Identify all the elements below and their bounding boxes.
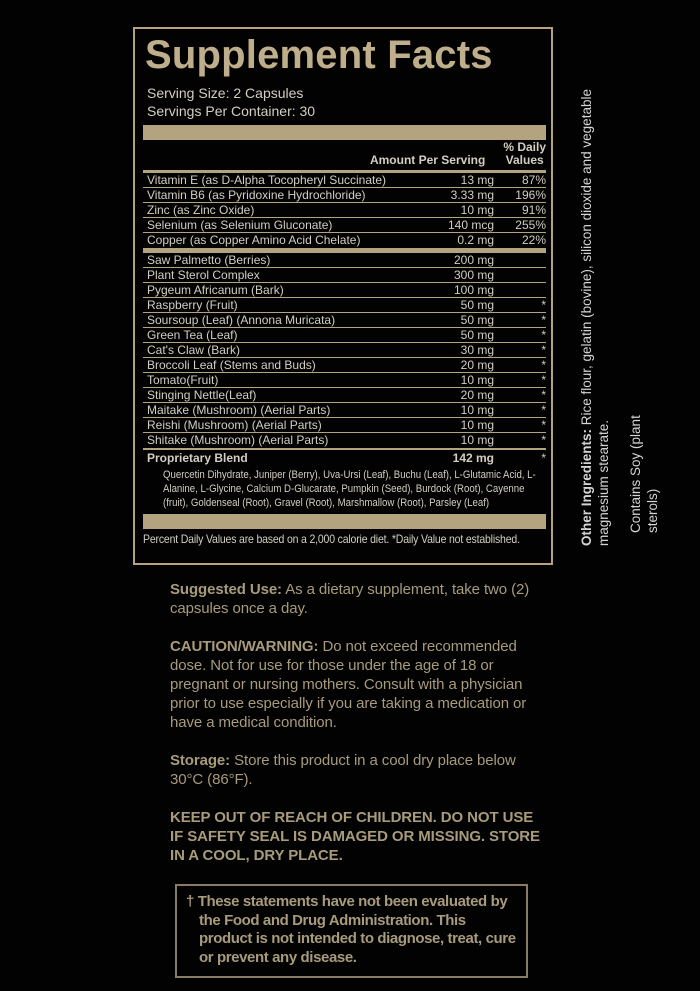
- suggested-use-label: Suggested Use:: [170, 581, 282, 598]
- ingredient-name: Broccoli Leaf (Stems and Buds): [147, 358, 316, 372]
- keep-out-of-reach-warning: KEEP OUT OF REACH OF CHILDREN. DO NOT USE IF SAFETY SEAL IS DAMAGED OR MISSING. STORE IN A COOL, DRY PLACE.: [170, 809, 540, 864]
- table-row: [143, 313, 546, 328]
- table-row: [143, 218, 546, 233]
- ingredient-amount: 142 mg: [452, 451, 494, 465]
- ingredient-dv: 196%: [515, 188, 546, 202]
- ingredient-name: Green Tea (Leaf): [147, 328, 238, 342]
- ingredient-name: Raspberry (Fruit): [147, 298, 238, 312]
- ingredient-dv: [494, 283, 546, 297]
- serving-size: Serving Size: 2 Capsules: [147, 85, 304, 101]
- ingredient-dv: *: [541, 358, 546, 372]
- ingredient-dv: *: [541, 433, 546, 447]
- table-row: [143, 373, 546, 388]
- ingredient-amount: 140 mcg: [447, 218, 494, 232]
- supplement-facts-title: Supplement Facts: [145, 33, 493, 77]
- ingredient-dv: 22%: [521, 233, 546, 247]
- ingredient-amount: 0.2 mg: [457, 233, 494, 247]
- table-row: [143, 268, 546, 283]
- ingredient-name: Tomato(Fruit): [147, 373, 219, 387]
- amount-per-serving-header: Amount Per Serving: [369, 153, 486, 167]
- other-ingredients-text: Rice flour, gelatin (bovine), silicon dioxide and vegetable magnesium stearate.: [579, 89, 611, 546]
- ingredient-dv: *: [541, 388, 546, 402]
- ingredient-dv: *: [541, 418, 546, 432]
- ingredient-amount: 10 mg: [460, 433, 494, 447]
- ingredient-amount: 50 mg: [460, 328, 494, 342]
- servings-per-container: Servings Per Container: 30: [147, 103, 316, 119]
- ingredient-dv: *: [541, 343, 546, 357]
- ingredient-amount: 10 mg: [460, 418, 494, 432]
- storage-label: Storage:: [170, 752, 231, 769]
- ingredient-name: Vitamin B6 (as Pyridoxine Hydrochloride): [147, 188, 366, 202]
- ingredient-name: Plant Sterol Complex: [147, 268, 260, 282]
- table-row: [143, 283, 546, 298]
- ingredient-amount: 50 mg: [460, 298, 494, 312]
- table-row: [143, 358, 546, 373]
- table-row: [143, 418, 546, 433]
- ingredient-dv: [494, 253, 546, 267]
- ingredient-name: Cat's Claw (Bark): [147, 343, 240, 357]
- fda-disclaimer-box: [175, 884, 528, 978]
- ingredient-amount: 10 mg: [460, 203, 494, 217]
- ingredient-dv: *: [541, 328, 546, 342]
- ingredient-dv: 87%: [521, 173, 546, 187]
- table-row: [143, 203, 546, 218]
- ingredient-name: Saw Palmetto (Berries): [147, 253, 271, 267]
- table-row: [143, 433, 546, 448]
- vitamins-section: [143, 173, 546, 248]
- ingredient-name: Selenium (as Selenium Gluconate): [147, 218, 333, 232]
- ingredient-name: Pygeum Africanum (Bark): [147, 283, 284, 297]
- ingredient-name: Maitake (Mushroom) (Aerial Parts): [147, 403, 331, 417]
- table-row: [143, 343, 546, 358]
- ingredient-name: Soursoup (Leaf) (Annona Muricata): [147, 313, 336, 327]
- table-row: [143, 298, 546, 313]
- usage-info-section: [170, 580, 542, 978]
- ingredient-amount: 20 mg: [460, 388, 494, 402]
- caution-warning-label: CAUTION/WARNING:: [170, 638, 319, 655]
- table-column-headers: [143, 140, 546, 170]
- separator-bar-bottom: [143, 514, 546, 529]
- table-row: [143, 403, 546, 418]
- ingredient-amount: 30 mg: [460, 343, 494, 357]
- table-row: [143, 328, 546, 343]
- ingredients-table: [143, 170, 546, 547]
- ingredient-amount: 10 mg: [460, 403, 494, 417]
- ingredient-amount: 13 mg: [460, 173, 494, 187]
- separator-bar-top: [143, 125, 546, 140]
- ingredient-amount: 200 mg: [453, 253, 494, 267]
- ingredient-name: Proprietary Blend: [147, 451, 248, 465]
- other-ingredients-label: Other Ingredients:: [579, 428, 594, 546]
- ingredient-name: Vitamin E (as D-Alpha Tocopheryl Succinate): [147, 173, 387, 187]
- caution-warning-paragraph: CAUTION/WARNING: Do not exceed recommended dose. Not for use for those under the age of 18 or pregnant or nursing mothers. Consult with a physician prior to use especially if you are taking a medication or have a medical condition.: [170, 638, 527, 731]
- ingredient-dv: *: [541, 451, 546, 465]
- daily-value-footnote: Percent Daily Values are based on a 2,000 calorie diet. *Daily Value not established.: [143, 532, 520, 546]
- ingredient-dv: *: [541, 403, 546, 417]
- table-row: [143, 173, 546, 188]
- ingredient-amount: 100 mg: [453, 283, 494, 297]
- contains-soy-vertical-text: Contains Soy (plant sterols): [628, 415, 660, 533]
- ingredient-dv: 255%: [515, 218, 546, 232]
- fda-disclaimer-text: † These statements have not been evaluated by the Food and Drug Administration. This product is not intended to diagnose, treat, cure or prevent any disease.: [186, 893, 516, 966]
- ingredient-name: Stinging Nettle(Leaf): [147, 388, 257, 402]
- dagger-symbol: †: [186, 893, 198, 910]
- ingredient-amount: 20 mg: [460, 358, 494, 372]
- ingredient-amount: 3.33 mg: [450, 188, 494, 202]
- ingredient-amount: 10 mg: [460, 373, 494, 387]
- ingredient-dv: 91%: [521, 203, 546, 217]
- table-row: [143, 388, 546, 403]
- storage-paragraph: Storage: Store this product in a cool dry place below 30°C (86°F).: [170, 752, 516, 788]
- ingredient-amount: 300 mg: [453, 268, 494, 282]
- ingredient-name: Reishi (Mushroom) (Aerial Parts): [147, 418, 322, 432]
- table-row: [143, 233, 546, 248]
- table-row: [143, 188, 546, 203]
- supplement-facts-panel: [133, 27, 553, 565]
- daily-values-header: % Daily Values: [503, 140, 546, 167]
- herbals-section: [143, 253, 546, 448]
- ingredient-name: Copper (as Copper Amino Acid Chelate): [147, 233, 361, 247]
- ingredient-dv: [494, 268, 546, 282]
- ingredient-name: Zinc (as Zinc Oxide): [147, 203, 255, 217]
- proprietary-blend-row: [143, 448, 546, 465]
- table-row: [143, 253, 546, 268]
- other-ingredients-vertical-text: [578, 81, 612, 546]
- suggested-use-paragraph: Suggested Use: As a dietary supplement, take two (2) capsules once a day.: [170, 581, 530, 617]
- ingredient-amount: 50 mg: [460, 313, 494, 327]
- proprietary-blend-ingredients: Quercetin Dihydrate, Juniper (Berry), Uva-Ursi (Leaf), Buchu (Leaf), L-Glutamic Acid, L-Alanine, L-Glycine, Calcium D-Glucarate, Pumpkin (Seed), Burdock (Root), Cayenne (fruit), Goldenseal (Root), Gravel (Root), Marshmallow (Root), Parsley (Leaf): [163, 469, 536, 509]
- ingredient-dv: *: [541, 313, 546, 327]
- ingredient-name: Shitake (Mushroom) (Aerial Parts): [147, 433, 329, 447]
- ingredient-dv: *: [541, 373, 546, 387]
- ingredient-dv: *: [541, 298, 546, 312]
